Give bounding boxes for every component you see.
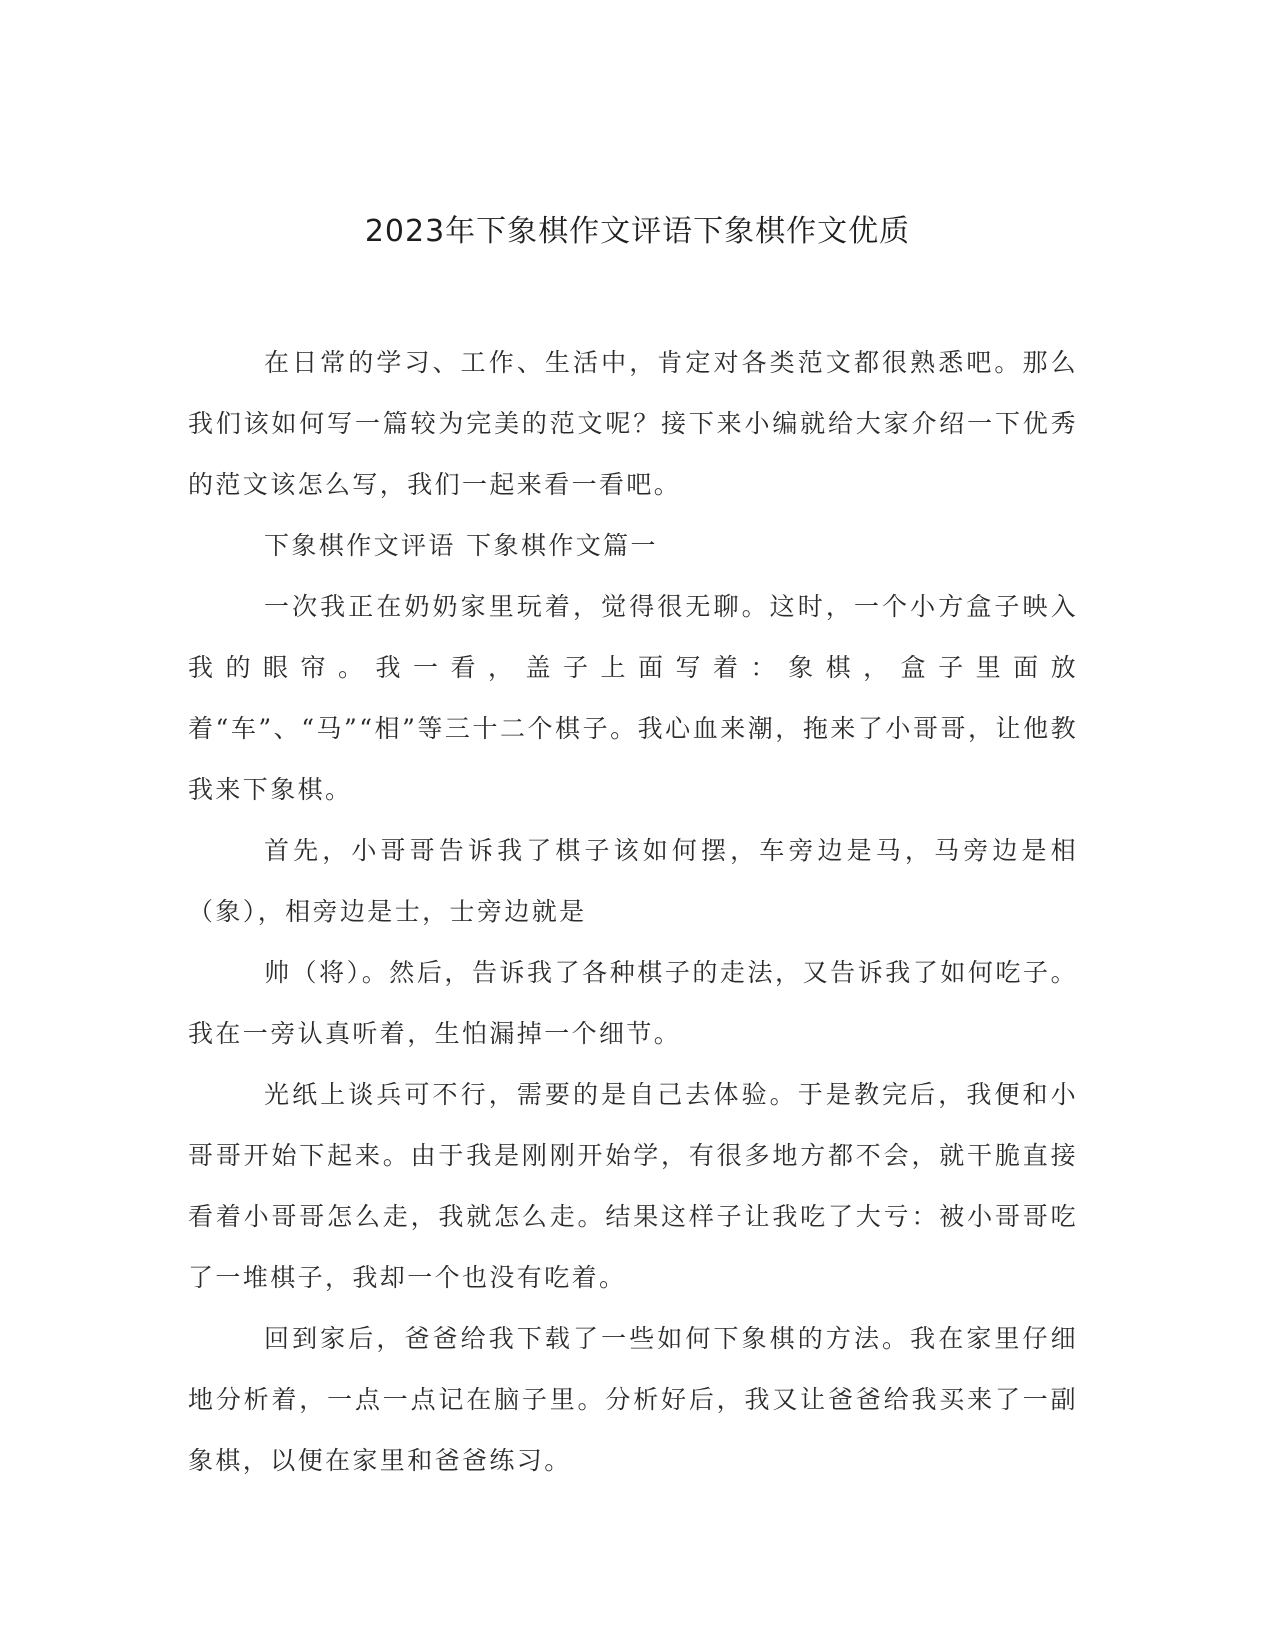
document-title: 2023年下象棋作文评语下象棋作文优质: [364, 214, 911, 249]
body-paragraph: 光纸上谈兵可不行，需要的是自己去体验。于是教完后，我便和小哥哥开始下起来。由于我是刚刚开始学，有很多地方都不会，就干脆直接看着小哥哥怎么走，我就怎么走。结果这样子让我吃了大亏：被小哥哥吃了一堆棋子，我却一个也没有吃着。: [188, 1080, 1078, 1292]
section-heading: 下象棋作文评语 下象棋作文篇一: [264, 531, 658, 560]
body-paragraph: 一次我正在奶奶家里玩着，觉得很无聊。这时，一个小方盒子映入我的眼帘。我一看，盖子上面写着：象棋，盒子里面放着“车”、“马”“相”等三十二个棋子。我心血来潮，拖来了小哥哥，让他教我来下象棋。: [188, 592, 1078, 804]
body-paragraph: 回到家后，爸爸给我下载了一些如何下象棋的方法。我在家里仔细地分析着，一点一点记在脑子里。分析好后，我又让爸爸给我买来了一副象棋，以便在家里和爸爸练习。: [188, 1324, 1078, 1475]
body-paragraph: 首先，小哥哥告诉我了棋子该如何摆，车旁边是马，马旁边是相（象），相旁边是士，士旁边就是: [188, 836, 1078, 926]
document-body: [188, 332, 1078, 1491]
intro-paragraph: 在日常的学习、工作、生活中，肯定对各类范文都很熟悉吧。那么我们该如何写一篇较为完美的范文呢？接下来小编就给大家介绍一下优秀的范文该怎么写，我们一起来看一看吧。: [188, 348, 1078, 499]
body-paragraph: 帅（将）。然后，告诉我了各种棋子的走法，又告诉我了如何吃子。我在一旁认真听着，生怕漏掉一个细节。: [188, 958, 1078, 1048]
